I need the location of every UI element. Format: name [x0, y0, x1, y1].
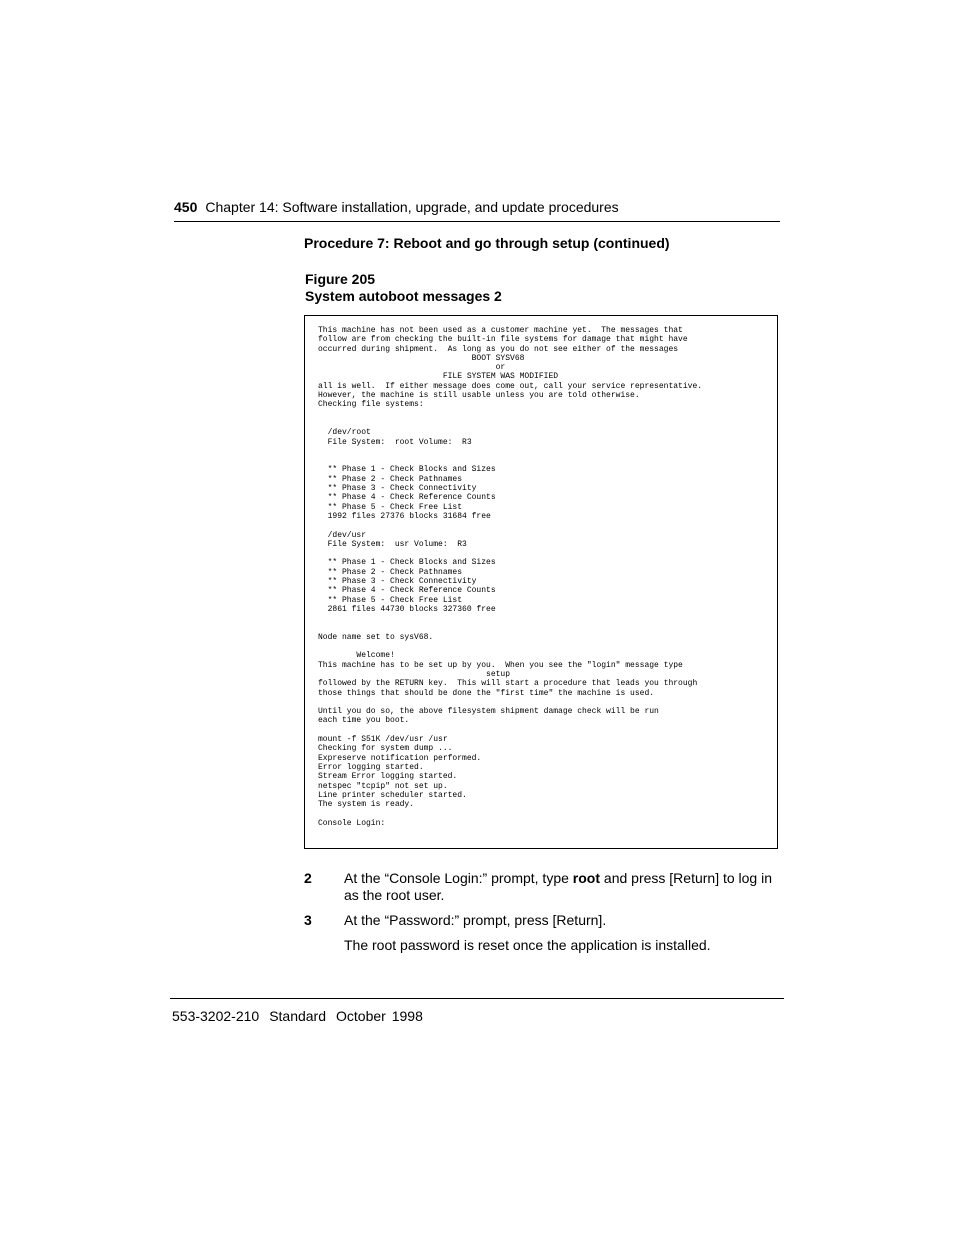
footer-rule	[170, 998, 784, 999]
step-number: 2	[304, 870, 312, 886]
step-text-part: and press [Return] to log in as the root user.	[344, 870, 773, 903]
step-note: The root password is reset once the application is installed.	[344, 937, 711, 953]
step-3	[304, 912, 774, 929]
step-number: 3	[304, 912, 312, 928]
terminal-output-box	[304, 315, 778, 849]
step-bold-text: root	[572, 870, 601, 886]
figure-caption: System autoboot messages 2	[305, 288, 502, 304]
figure-number: Figure 205	[305, 271, 376, 287]
step-text-part: At the “Console Login:” prompt, type	[344, 870, 573, 886]
doc-status: Standard	[269, 1008, 327, 1024]
procedure-title: Procedure 7: Reboot and go through setup (continued)	[304, 235, 670, 251]
step-text	[344, 870, 774, 904]
doc-date: October 1998	[336, 1008, 423, 1024]
step-text: At the “Password:” prompt, press [Return].	[344, 912, 607, 928]
doc-number: 553-3202-210	[172, 1008, 260, 1024]
step-2	[304, 870, 774, 904]
chapter-title: Chapter 14: Software installation, upgrade, and update procedures	[205, 199, 619, 215]
page-footer	[172, 1008, 433, 1024]
page-number: 450	[174, 199, 198, 215]
page-header	[174, 199, 780, 222]
steps-list	[304, 870, 774, 954]
terminal-text: This machine has not been used as a customer machine yet. The messages that follow are from checking the built-in file systems for damage that might have occurred during shipment. As long as you do not see either of the messages BOOT SYSV68 or FILE SYSTEM WAS MODIFIED all is well. If either message does come out, call your service representative. However, the machine is still usable unless you are told otherwise. Checking file systems: /dev/root File System: root Volume: R3 ** Phase 1 - Check Blocks and Sizes ** Phase 2 - Check Pathnames ** Phase 3 - Check Connectivity ** Phase 4 - Check Reference Counts ** Phase 5 - Check Free List 1992 files 27376 blocks 31684 free /dev/usr File System: usr Volume: R3 ** Phase 1 - Check Blocks and Sizes ** Phase 2 - Check Pathnames ** Phase 3 - Check Connectivity ** Phase 4 - Check Reference Counts ** Phase 5 - Check Free List 2861 files 44730 blocks 327360 free Node name set to sysV68. Welcome! This machine has to be set up by you. When you see the "login" message type setup followed by the RETURN key. This will start a procedure that leads you through those things that should be done the "first time" the machine is used. Until you do so, the above filesystem shipment damage check will be run each time you boot. mount -f S51K /dev/usr /usr Checking for system dump ... Expreserve notification performed. Error logging started. Stream Error logging started. netspec "tcpip" not set up. Line printer scheduler started. The system is ready. Console Login:	[318, 326, 703, 828]
figure-label	[305, 271, 502, 305]
